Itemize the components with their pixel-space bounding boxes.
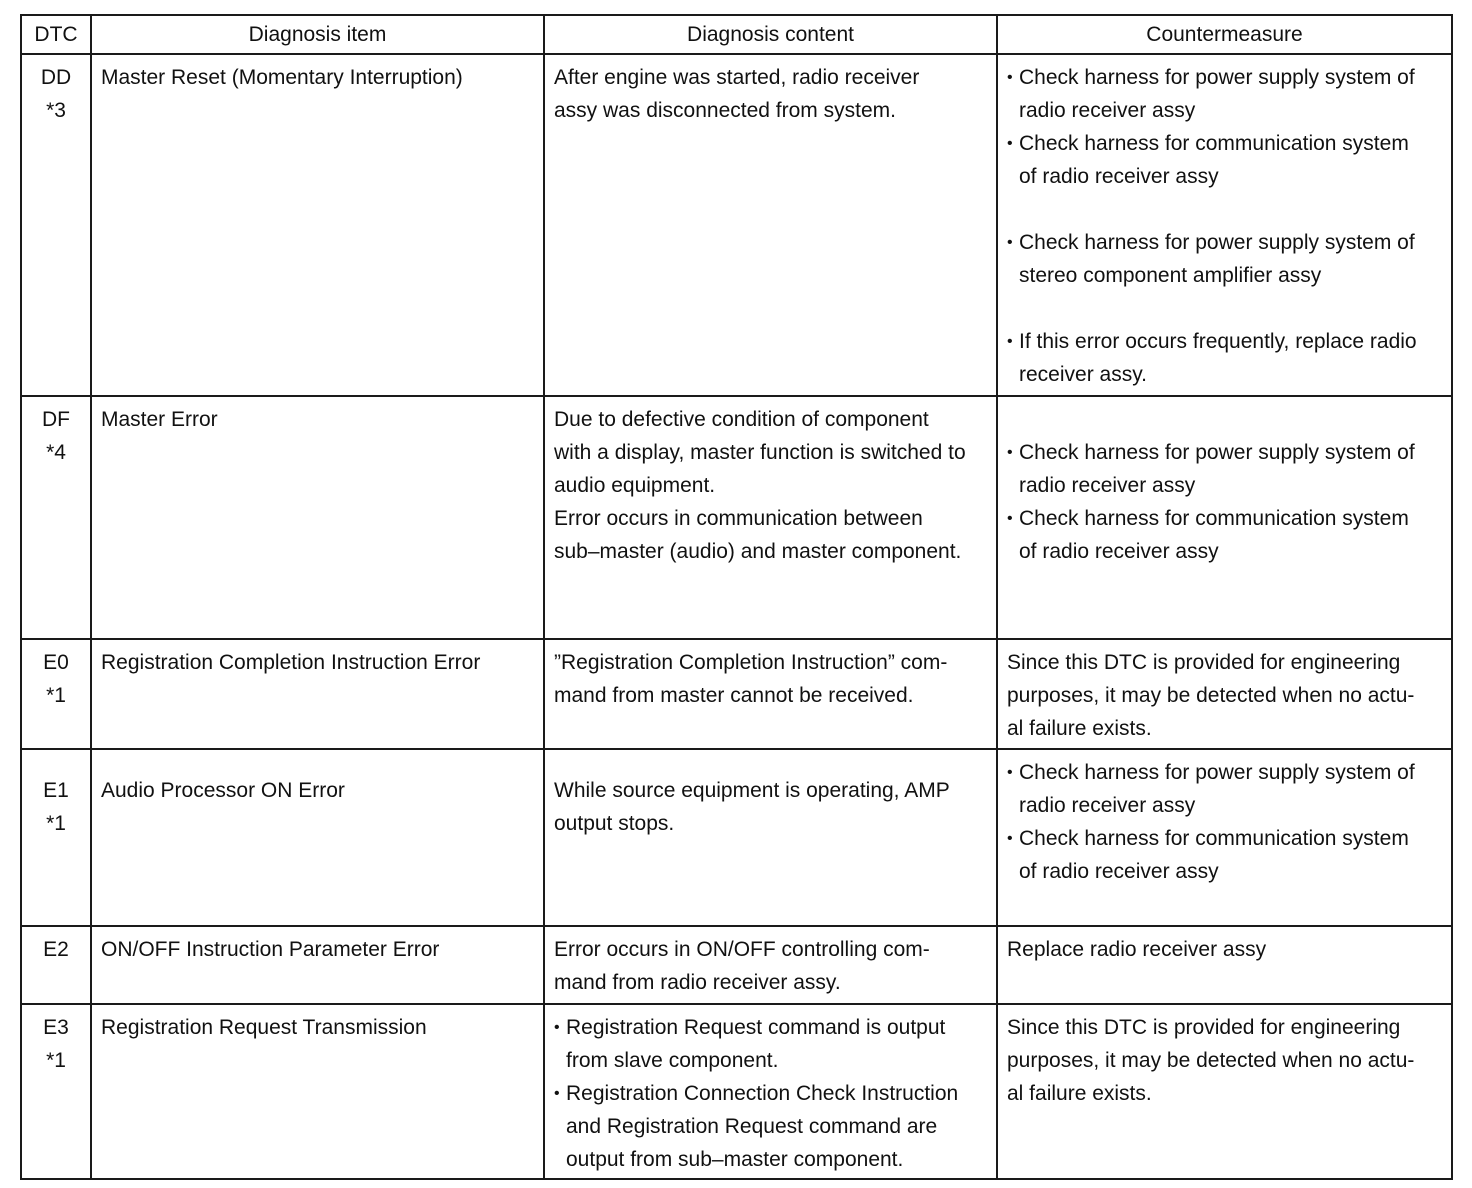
countermeasure-bullet: • Check harness for communication system of radio receiver assy [1007, 822, 1443, 888]
countermeasure-cell: Since this DTC is provided for engineering purposes, it may be detected when no actu- al failure exists. [997, 639, 1452, 749]
diagnosis-content-cell: While source equipment is operating, AMP output stops. [544, 749, 997, 926]
countermeasure-bullet: • Check harness for power supply system of radio receiver assy [1007, 61, 1443, 127]
countermeasure-bullet: • Check harness for power supply system of radio receiver assy [1007, 756, 1443, 822]
diagnosis-item-cell [91, 926, 544, 1004]
diagnosis-content-cell: ”Registration Completion Instruction” com- mand from master cannot be received. [544, 639, 997, 749]
diagnosis-content-cell: Error occurs in ON/OFF controlling com- mand from radio receiver assy. [544, 926, 997, 1004]
header-diagnosis-content: Diagnosis content [544, 15, 997, 54]
dtc-note: *1 [46, 812, 66, 835]
diagnosis-item: Audio Processor ON Error [101, 779, 345, 802]
header-dtc: DTC [21, 15, 91, 54]
countermeasure-cell: Replace radio receiver assy [997, 926, 1452, 1004]
dtc-cell [21, 639, 91, 749]
dtc-note: *1 [46, 1049, 66, 1072]
header-row [21, 15, 1452, 54]
header-countermeasure: Countermeasure [997, 15, 1452, 54]
dtc-cell [21, 54, 91, 396]
diagnosis-item: Master Reset (Momentary Interruption) [101, 66, 463, 89]
countermeasure-cell [997, 749, 1452, 926]
diagnosis-content-cell: Due to defective condition of component with a display, master function is switched to audio equipment. Error occurs in communication between sub–master (audio) and master component. [544, 396, 997, 639]
countermeasure-cell [997, 54, 1452, 396]
diagnosis-item-cell [91, 639, 544, 749]
diagnosis-content-cell: After engine was started, radio receiver assy was disconnected from system. [544, 54, 997, 396]
countermeasure-bullet: • Check harness for communication system of radio receiver assy [1007, 127, 1443, 193]
table-row [21, 396, 1452, 639]
dtc-code: E3 [43, 1016, 69, 1039]
countermeasure-cell [997, 396, 1452, 639]
dtc-code: DD [40, 66, 72, 89]
dtc-note: *4 [46, 441, 66, 464]
dtc-cell [21, 396, 91, 639]
countermeasure-bullet: • If this error occurs frequently, replace radio receiver assy. [1007, 325, 1443, 391]
table-row [21, 639, 1452, 749]
header-diagnosis-item: Diagnosis item [91, 15, 544, 54]
diagnosis-item: Master Error [101, 408, 218, 431]
dtc-code: E1 [43, 779, 69, 802]
dtc-cell [21, 749, 91, 926]
dtc-note: *1 [46, 684, 66, 707]
diagnosis-item-cell [91, 749, 544, 926]
table-row [21, 749, 1452, 926]
content-bullet: • Registration Connection Check Instruction and Registration Request command are output from sub–master component. [554, 1077, 988, 1176]
content-bullet: • Registration Request command is output from slave component. [554, 1011, 988, 1077]
dtc-table [20, 14, 1453, 1180]
table-row [21, 54, 1452, 396]
diagnosis-item: Registration Request Transmission [101, 1016, 427, 1039]
diagnosis-item-cell [91, 54, 544, 396]
countermeasure-bullet: • Check harness for communication system of radio receiver assy [1007, 502, 1443, 568]
diagnosis-item-cell [91, 1004, 544, 1179]
diagnosis-item: Registration Completion Instruction Error [101, 651, 481, 674]
table-row [21, 1004, 1452, 1179]
countermeasure-cell: Since this DTC is provided for engineering purposes, it may be detected when no actu- al failure exists. [997, 1004, 1452, 1179]
diagnosis-item-cell [91, 396, 544, 639]
diagnosis-item: ON/OFF Instruction Parameter Error [101, 938, 440, 961]
dtc-code: E0 [43, 651, 69, 674]
diagnosis-content-cell [544, 1004, 997, 1179]
dtc-code: E2 [43, 938, 69, 961]
dtc-cell [21, 926, 91, 1004]
dtc-code: DF [42, 408, 70, 431]
dtc-cell [21, 1004, 91, 1179]
countermeasure-bullet: • Check harness for power supply system of radio receiver assy [1007, 436, 1443, 502]
table-row [21, 926, 1452, 1004]
countermeasure-bullet: • Check harness for power supply system of stereo component amplifier assy [1007, 226, 1443, 292]
dtc-note: *3 [46, 99, 66, 122]
